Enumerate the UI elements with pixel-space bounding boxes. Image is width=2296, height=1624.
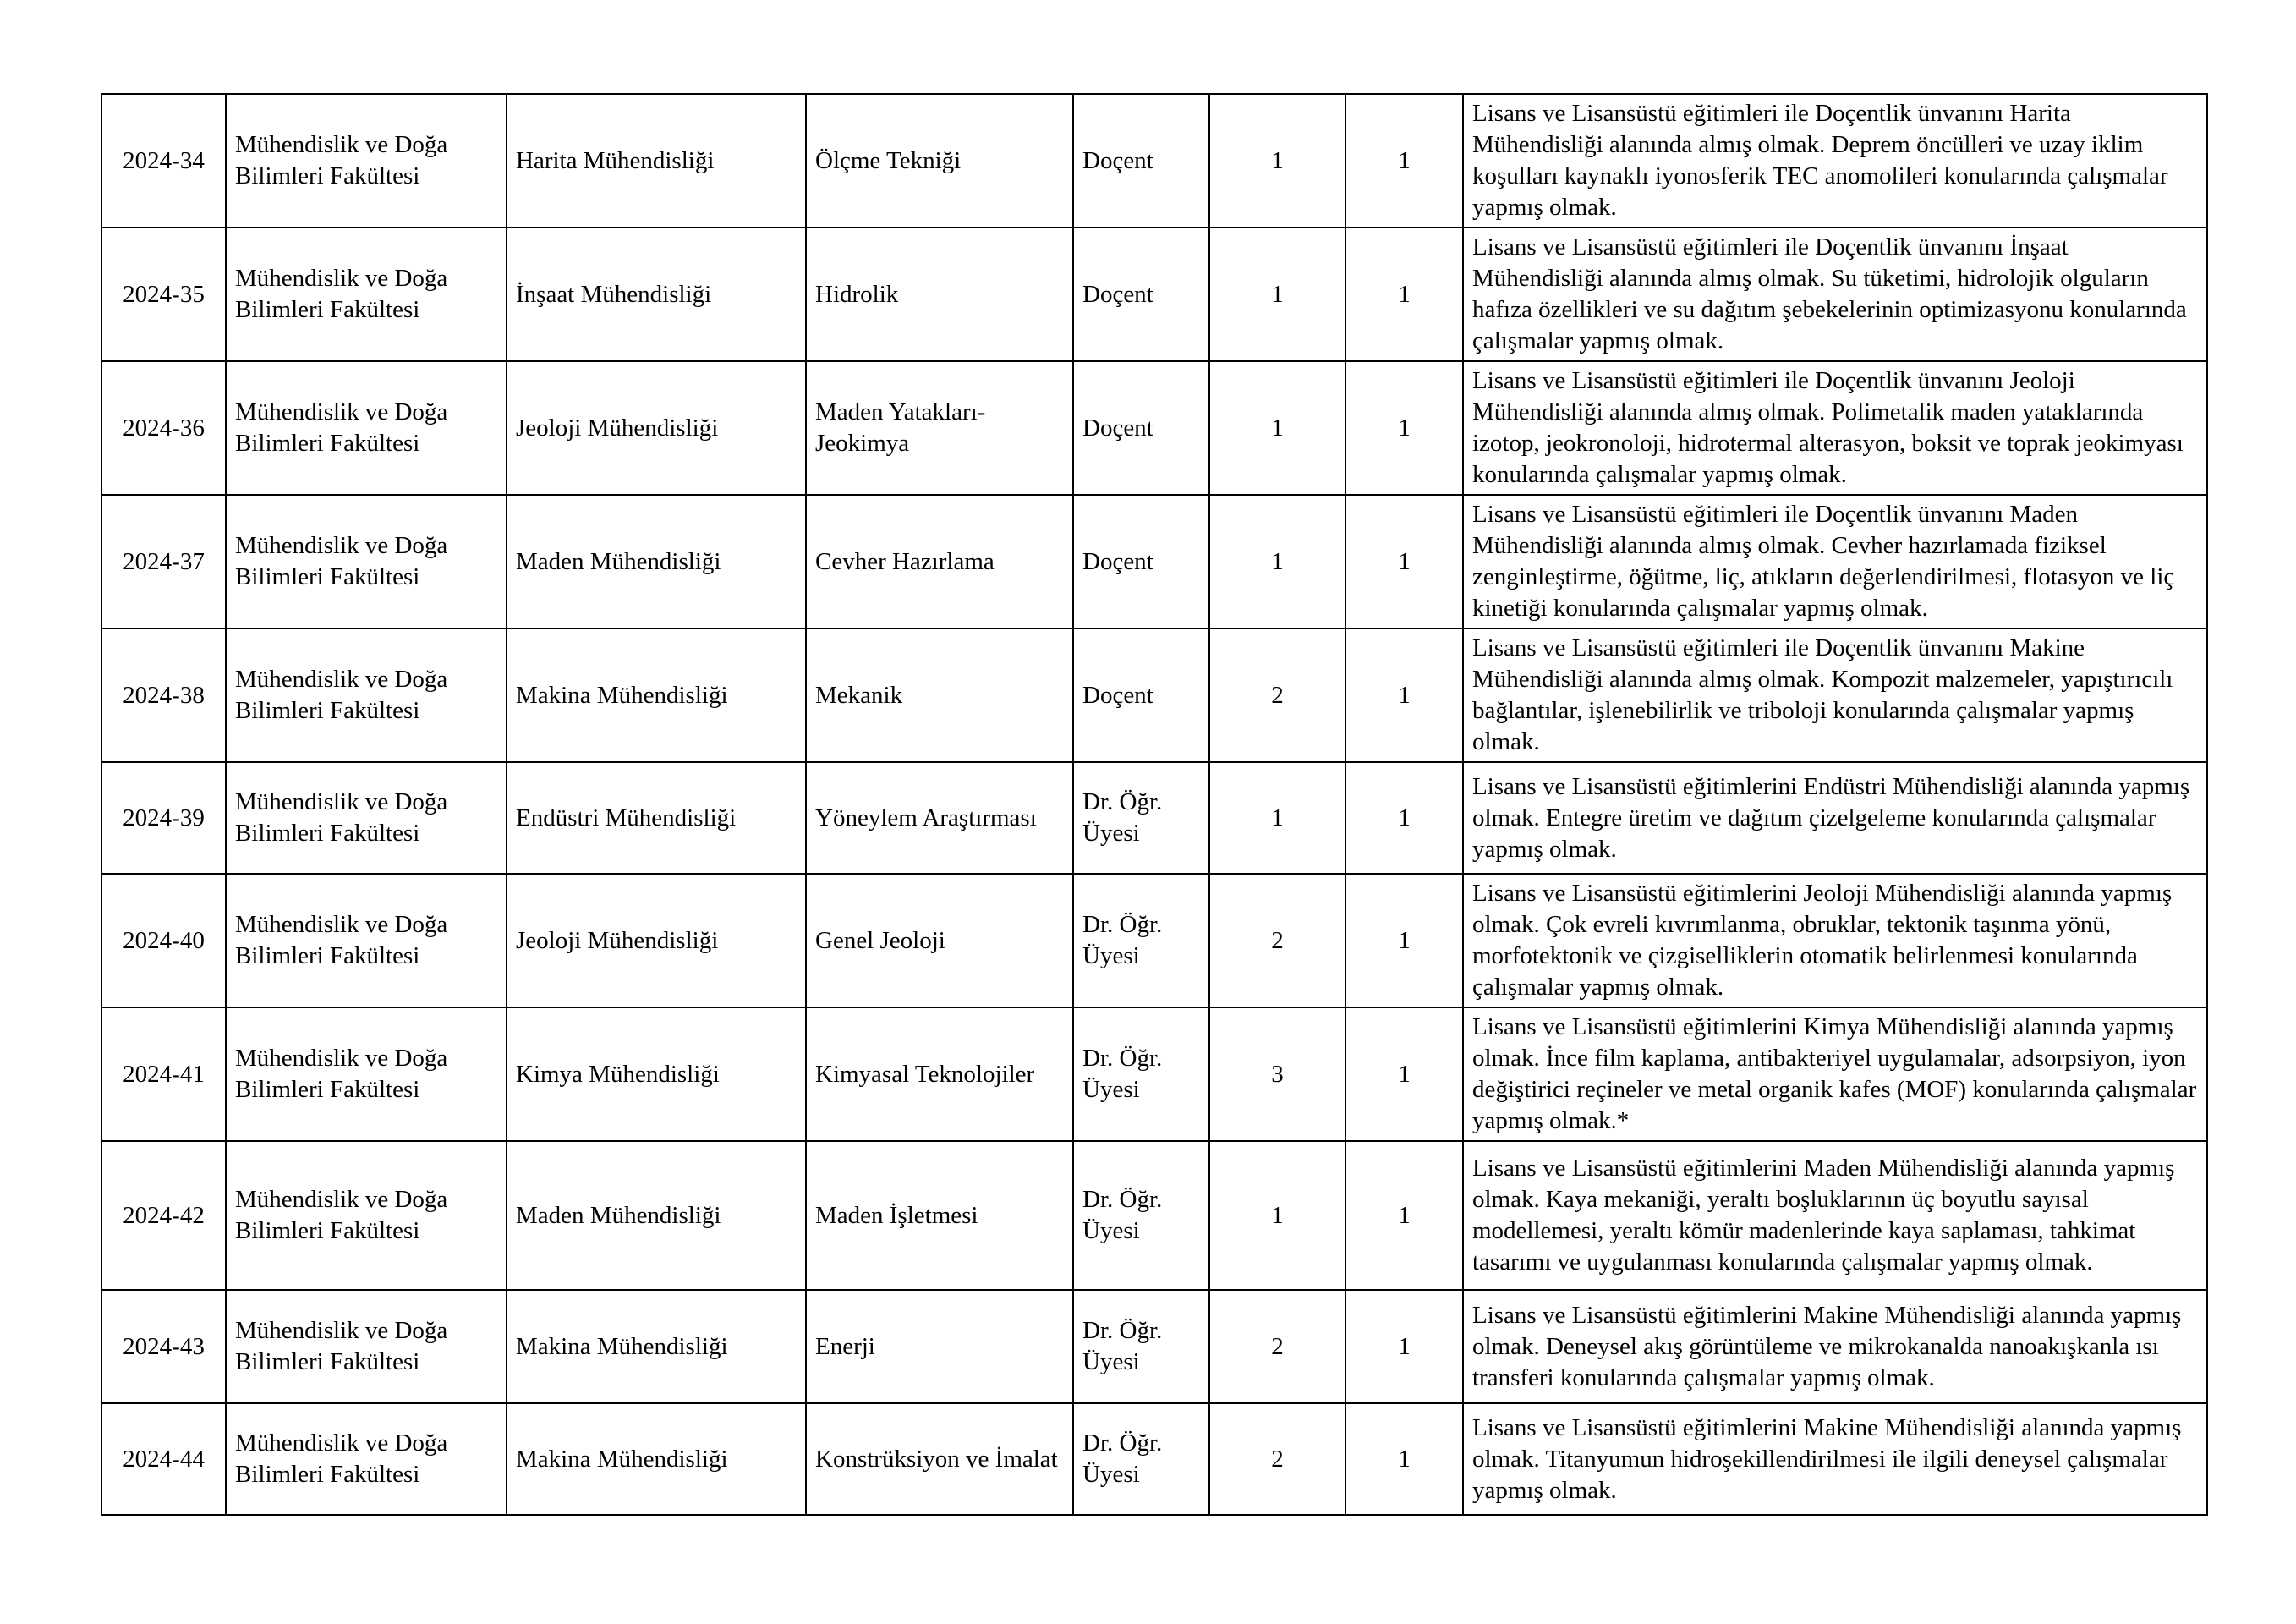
table-row xyxy=(101,1007,2207,1141)
degree-cell: 2 xyxy=(1209,628,1345,762)
faculty-cell: Mühendislik ve Doğa Bilimleri Fakültesi xyxy=(226,1007,507,1141)
table-row xyxy=(101,94,2207,228)
department-cell: Makina Mühendisliği xyxy=(507,628,806,762)
table-row xyxy=(101,1403,2207,1515)
degree-cell: 1 xyxy=(1209,762,1345,874)
title-cell: Doçent xyxy=(1073,361,1209,495)
posting-number: 2024-39 xyxy=(101,762,226,874)
count-cell: 1 xyxy=(1345,1290,1463,1403)
faculty-cell: Mühendislik ve Doğa Bilimleri Fakültesi xyxy=(226,762,507,874)
count-cell: 1 xyxy=(1345,495,1463,628)
degree-cell: 1 xyxy=(1209,228,1345,361)
count-cell: 1 xyxy=(1345,361,1463,495)
title-cell: Doçent xyxy=(1073,628,1209,762)
field-cell: Enerji xyxy=(806,1290,1073,1403)
table-row xyxy=(101,1141,2207,1290)
count-cell: 1 xyxy=(1345,94,1463,228)
posting-number: 2024-41 xyxy=(101,1007,226,1141)
count-cell: 1 xyxy=(1345,1403,1463,1515)
posting-number: 2024-43 xyxy=(101,1290,226,1403)
requirements-cell: Lisans ve Lisansüstü eğitimlerini Kimya Mühendisliği alanında yapmış olmak. İnce film kaplama, antibakteriyel uygulamalar, adsorpsiyon, iyon değiştirici reçineler ve metal organik kafes (MOF) konularında çalışmalar yapmış olmak.* xyxy=(1463,1007,2207,1141)
degree-cell: 1 xyxy=(1209,1141,1345,1290)
degree-cell: 2 xyxy=(1209,1290,1345,1403)
department-cell: Makina Mühendisliği xyxy=(507,1403,806,1515)
degree-cell: 2 xyxy=(1209,874,1345,1007)
department-cell: Endüstri Mühendisliği xyxy=(507,762,806,874)
table-row xyxy=(101,762,2207,874)
count-cell: 1 xyxy=(1345,1141,1463,1290)
title-cell: Dr. Öğr. Üyesi xyxy=(1073,1141,1209,1290)
field-cell: Hidrolik xyxy=(806,228,1073,361)
count-cell: 1 xyxy=(1345,874,1463,1007)
field-cell: Kimyasal Teknolojiler xyxy=(806,1007,1073,1141)
title-cell: Doçent xyxy=(1073,495,1209,628)
posting-number: 2024-35 xyxy=(101,228,226,361)
faculty-cell: Mühendislik ve Doğa Bilimleri Fakültesi xyxy=(226,1141,507,1290)
faculty-cell: Mühendislik ve Doğa Bilimleri Fakültesi xyxy=(226,228,507,361)
field-cell: Genel Jeoloji xyxy=(806,874,1073,1007)
field-cell: Ölçme Tekniği xyxy=(806,94,1073,228)
title-cell: Dr. Öğr. Üyesi xyxy=(1073,1403,1209,1515)
table-row xyxy=(101,874,2207,1007)
department-cell: Jeoloji Mühendisliği xyxy=(507,874,806,1007)
faculty-cell: Mühendislik ve Doğa Bilimleri Fakültesi xyxy=(226,874,507,1007)
requirements-cell: Lisans ve Lisansüstü eğitimleri ile Doçentlik ünvanını Jeoloji Mühendisliği alanında almış olmak. Polimetalik maden yataklarında izotop, jeokronoloji, hidrotermal alterasyon, boksit ve toprak jeokimyası konularında çalışmalar yapmış olmak. xyxy=(1463,361,2207,495)
field-cell: Yöneylem Araştırması xyxy=(806,762,1073,874)
department-cell: Kimya Mühendisliği xyxy=(507,1007,806,1141)
department-cell: Jeoloji Mühendisliği xyxy=(507,361,806,495)
department-cell: Maden Mühendisliği xyxy=(507,1141,806,1290)
degree-cell: 1 xyxy=(1209,361,1345,495)
posting-number: 2024-34 xyxy=(101,94,226,228)
degree-cell: 1 xyxy=(1209,94,1345,228)
title-cell: Doçent xyxy=(1073,94,1209,228)
faculty-cell: Mühendislik ve Doğa Bilimleri Fakültesi xyxy=(226,94,507,228)
position-table xyxy=(101,93,2208,1516)
posting-number: 2024-44 xyxy=(101,1403,226,1515)
field-cell: Cevher Hazırlama xyxy=(806,495,1073,628)
count-cell: 1 xyxy=(1345,762,1463,874)
department-cell: Harita Mühendisliği xyxy=(507,94,806,228)
degree-cell: 3 xyxy=(1209,1007,1345,1141)
faculty-cell: Mühendislik ve Doğa Bilimleri Fakültesi xyxy=(226,495,507,628)
field-cell: Maden İşletmesi xyxy=(806,1141,1073,1290)
posting-number: 2024-42 xyxy=(101,1141,226,1290)
title-cell: Dr. Öğr. Üyesi xyxy=(1073,762,1209,874)
title-cell: Dr. Öğr. Üyesi xyxy=(1073,874,1209,1007)
requirements-cell: Lisans ve Lisansüstü eğitimlerini Jeoloji Mühendisliği alanında yapmış olmak. Çok evreli kıvrımlanma, obruklar, tektonik taşınma yönü, morfotektonik ve çizgiselliklerin otomatik belirlenmesi konularında çalışmalar yapmış olmak. xyxy=(1463,874,2207,1007)
requirements-cell: Lisans ve Lisansüstü eğitimlerini Makine Mühendisliği alanında yapmış olmak. Titanyumun hidroşekillendirilmesi ile ilgili deneysel çalışmalar yapmış olmak. xyxy=(1463,1403,2207,1515)
table-row xyxy=(101,228,2207,361)
title-cell: Doçent xyxy=(1073,228,1209,361)
degree-cell: 2 xyxy=(1209,1403,1345,1515)
degree-cell: 1 xyxy=(1209,495,1345,628)
field-cell: Mekanik xyxy=(806,628,1073,762)
faculty-cell: Mühendislik ve Doğa Bilimleri Fakültesi xyxy=(226,1290,507,1403)
table-row xyxy=(101,495,2207,628)
requirements-cell: Lisans ve Lisansüstü eğitimleri ile Doçentlik ünvanını Harita Mühendisliği alanında almış olmak. Deprem öncülleri ve uzay iklim koşulları kaynaklı iyonosferik TEC anomolileri konularında çalışmalar yapmış olmak. xyxy=(1463,94,2207,228)
count-cell: 1 xyxy=(1345,628,1463,762)
requirements-cell: Lisans ve Lisansüstü eğitimleri ile Doçentlik ünvanını Makine Mühendisliği alanında almış olmak. Kompozit malzemeler, yapıştırıcılı bağlantılar, işlenebilirlik ve triboloji konularında çalışmalar yapmış olmak. xyxy=(1463,628,2207,762)
table-row xyxy=(101,628,2207,762)
requirements-cell: Lisans ve Lisansüstü eğitimlerini Makine Mühendisliği alanında yapmış olmak. Deneysel akış görüntüleme ve mikrokanalda nanoakışkanla ısı transferi konularında çalışmalar yapmış olmak. xyxy=(1463,1290,2207,1403)
department-cell: Maden Mühendisliği xyxy=(507,495,806,628)
faculty-cell: Mühendislik ve Doğa Bilimleri Fakültesi xyxy=(226,361,507,495)
requirements-cell: Lisans ve Lisansüstü eğitimlerini Maden Mühendisliği alanında yapmış olmak. Kaya mekaniği, yeraltı boşluklarının üç boyutlu sayısal modellemesi, yeraltı kömür madenlerinde kaya saplaması, tahkimat tasarımı ve uygulanması konularında çalışmalar yapmış olmak. xyxy=(1463,1141,2207,1290)
count-cell: 1 xyxy=(1345,1007,1463,1141)
faculty-cell: Mühendislik ve Doğa Bilimleri Fakültesi xyxy=(226,1403,507,1515)
requirements-cell: Lisans ve Lisansüstü eğitimleri ile Doçentlik ünvanını İnşaat Mühendisliği alanında almış olmak. Su tüketimi, hidrolojik olguların hafıza özellikleri ve su dağıtım şebekelerinin optimizasyonu konularında çalışmalar yapmış olmak. xyxy=(1463,228,2207,361)
requirements-cell: Lisans ve Lisansüstü eğitimlerini Endüstri Mühendisliği alanında yapmış olmak. Entegre üretim ve dağıtım çizelgeleme konularında çalışmalar yapmış olmak. xyxy=(1463,762,2207,874)
requirements-cell: Lisans ve Lisansüstü eğitimleri ile Doçentlik ünvanını Maden Mühendisliği alanında almış olmak. Cevher hazırlamada fiziksel zenginleştirme, öğütme, liç, atıkların değerlendirilmesi, flotasyon ve liç kinetiği konularında çalışmalar yapmış olmak. xyxy=(1463,495,2207,628)
count-cell: 1 xyxy=(1345,228,1463,361)
posting-number: 2024-37 xyxy=(101,495,226,628)
faculty-cell: Mühendislik ve Doğa Bilimleri Fakültesi xyxy=(226,628,507,762)
posting-number: 2024-38 xyxy=(101,628,226,762)
title-cell: Dr. Öğr. Üyesi xyxy=(1073,1007,1209,1141)
department-cell: Makina Mühendisliği xyxy=(507,1290,806,1403)
title-cell: Dr. Öğr. Üyesi xyxy=(1073,1290,1209,1403)
field-cell: Konstrüksiyon ve İmalat xyxy=(806,1403,1073,1515)
field-cell: Maden Yatakları-Jeokimya xyxy=(806,361,1073,495)
table-row xyxy=(101,361,2207,495)
posting-number: 2024-40 xyxy=(101,874,226,1007)
department-cell: İnşaat Mühendisliği xyxy=(507,228,806,361)
table-row xyxy=(101,1290,2207,1403)
posting-number: 2024-36 xyxy=(101,361,226,495)
